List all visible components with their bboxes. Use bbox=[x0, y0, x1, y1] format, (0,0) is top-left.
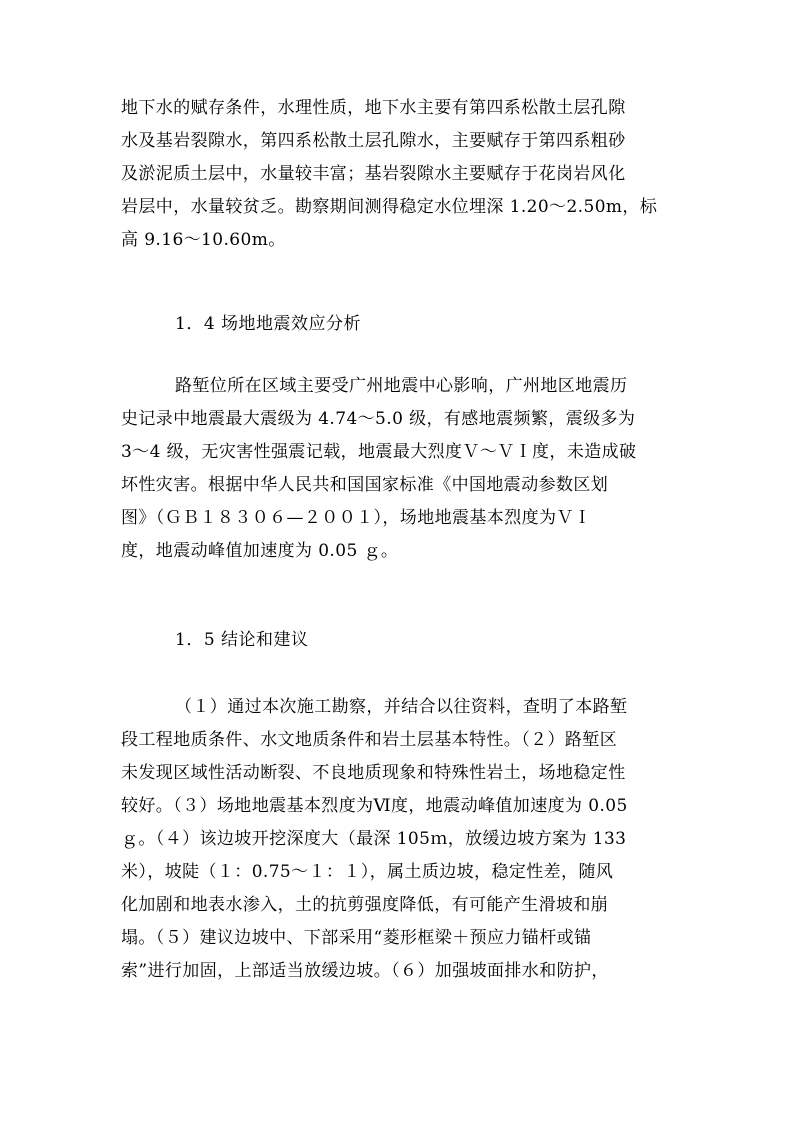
paragraph-line: 岩层中，水量较贫乏。勘察期间测得稳定水位埋深 1.20～2.50m，标 bbox=[121, 197, 658, 217]
paragraph-line: 高 9.16～10.60m。 bbox=[121, 230, 286, 250]
paragraph-line: 度，地震动峰值加速度为 0.05 ｇ。 bbox=[121, 541, 399, 561]
paragraph-line: 较好。（３）场地地震基本烈度为Ⅵ度，地震动峰值加速度为 0.05 bbox=[121, 796, 628, 816]
paragraph-seismic bbox=[121, 370, 681, 568]
paragraph-line: 塌。（５）建议边坡中、下部采用“菱形框梁＋预应力锚杆或锚 bbox=[121, 928, 592, 948]
paragraph-conclusions bbox=[121, 691, 681, 988]
paragraph-line: 索”进行加固，上部适当放缓边坡。（６）加强坡面排水和防护， bbox=[121, 961, 609, 981]
section-heading-1-4: 1．4 场地地震效应分析 bbox=[175, 314, 362, 334]
paragraph-line: ｇ。（４）该边坡开挖深度大（最深 105ｍ，放缓边坡方案为 133 bbox=[121, 829, 627, 849]
paragraph-line: 史记录中地震最大震级为 4.74～5.0 级，有感地震频繁，震级多为 bbox=[121, 409, 636, 429]
section-heading-1-5: 1．5 结论和建议 bbox=[175, 630, 309, 650]
paragraph-line: 未发现区域性活动断裂、不良地质现象和特殊性岩土，场地稳定性 bbox=[121, 763, 626, 783]
paragraph-groundwater bbox=[121, 92, 681, 257]
paragraph-line: 段工程地质条件、水文地质条件和岩土层基本特性。（２）路堑区 bbox=[121, 730, 618, 750]
paragraph-line: 水及基岩裂隙水，第四系松散土层孔隙水，主要赋存于第四系粗砂 bbox=[121, 131, 626, 151]
paragraph-line: （１）通过本次施工勘察，并结合以往资料，查明了本路堑 bbox=[175, 697, 628, 717]
paragraph-line: 图》（ＧＢ１８３０６—２００１），场地地震基本烈度为ＶＩ bbox=[121, 508, 592, 528]
paragraph-line: 3～4 级，无灾害性强震记载，地震最大烈度Ｖ～ＶＩ度，未造成破 bbox=[121, 442, 637, 462]
paragraph-line: 及淤泥质土层中，水量较丰富；基岩裂隙水主要赋存于花岗岩风化 bbox=[121, 164, 626, 184]
paragraph-line: 路堑位所在区域主要受广州地震中心影响，广州地区地震历 bbox=[175, 376, 628, 396]
paragraph-line: 地下水的赋存条件，水理性质，地下水主要有第四系松散土层孔隙 bbox=[121, 98, 626, 118]
paragraph-line: 坏性灾害。根据中华人民共和国国家标准《中国地震动参数区划 bbox=[121, 475, 609, 495]
paragraph-line: 米），坡陡（１：0.75～１：１），属土质边坡，稳定性差，随风 bbox=[121, 862, 614, 882]
paragraph-line: 化加剧和地表水渗入，土的抗剪强度降低，有可能产生滑坡和崩 bbox=[121, 895, 609, 915]
